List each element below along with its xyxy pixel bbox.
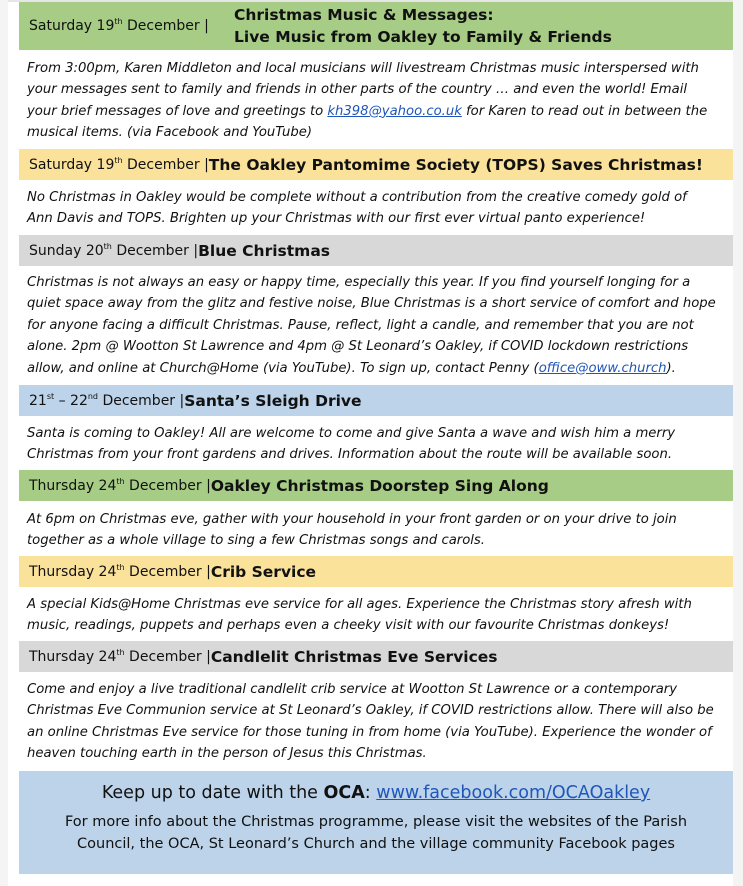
event-month: December | xyxy=(124,563,211,580)
event-description-candlelit-services xyxy=(27,679,727,765)
description-line: From 3:00pm, Karen Middleton and local musicians will livestream Christmas music interspersed with xyxy=(27,61,699,76)
description-line: musical items. (via Facebook and YouTube) xyxy=(27,125,312,141)
event-day-range: – 22 xyxy=(54,392,88,409)
event-title: Oakley Christmas Doorstep Sing Along xyxy=(210,476,549,495)
event-description-blue-christmas xyxy=(27,272,727,379)
description-line: an online Christmas Eve service for those tuning in from home (via YouTube). Experience the wonder of xyxy=(27,724,712,740)
description-line: Come and enjoy a live traditional candlelit crib service at Wootton St Lawrence or a contemporary xyxy=(27,682,678,697)
event-day: Thursday 24 xyxy=(29,477,117,494)
description-line: Santa is coming to Oakley! All are welcome to come and give Santa a wave and wish him a merry xyxy=(27,426,676,441)
event-date xyxy=(29,649,211,665)
more-info-line: For more info about the Christmas programme, please visit the websites of the Parish xyxy=(64,814,688,830)
event-title: Crib Service xyxy=(210,562,317,581)
event-title: Santa’s Sleigh Drive xyxy=(184,391,362,410)
event-header-santa-sleigh xyxy=(19,385,733,416)
event-header-doorstep-sing-along xyxy=(19,470,733,501)
event-header-pantomime xyxy=(19,149,733,180)
date-suffix: th xyxy=(116,476,125,486)
event-title-line-1: Christmas Music & Messages: xyxy=(234,6,494,24)
description-text: for Karen to read out in between the xyxy=(461,103,708,119)
description-text: allow, and online at Church@Home (via YouTube). To sign up, contact Penny ( xyxy=(27,360,539,376)
event-title-line-2: Live Music from Oakley to Family & Friends xyxy=(234,28,612,46)
event-month: December | xyxy=(124,477,211,494)
description-line: for anyone facing a difficult Christmas. Pause, reflect, light a candle, and remember that you are not xyxy=(27,317,694,333)
email-link-karen[interactable]: kh398@yahoo.co.uk xyxy=(327,103,462,119)
event-day: Thursday 24 xyxy=(29,648,117,665)
description-line xyxy=(27,358,727,379)
event-date xyxy=(29,564,211,580)
description-text: ). xyxy=(666,360,676,376)
event-title: Blue Christmas xyxy=(198,241,331,260)
description-line: No Christmas in Oakley would be complete without a contribution from the creative comedy gold of xyxy=(27,190,687,205)
description-line: your messages sent to family and friends in other parts of the country … and even the world! Email xyxy=(27,82,688,98)
event-day: Saturday 19 xyxy=(29,18,115,34)
separator: : xyxy=(364,783,377,803)
event-date xyxy=(29,157,209,173)
event-month: December | xyxy=(111,242,199,259)
event-day: 21 xyxy=(29,392,47,409)
event-title: The Oakley Pantomime Society (TOPS) Saves Christmas! xyxy=(208,155,703,174)
date-suffix: th xyxy=(116,562,125,572)
description-line: Christmas from your front gardens and drives. Information about the route will be available soon. xyxy=(27,447,673,463)
date-suffix: nd xyxy=(87,391,99,401)
event-description-pantomime xyxy=(27,187,727,230)
event-header-christmas-music xyxy=(19,2,733,50)
event-description-doorstep-sing-along xyxy=(27,509,727,552)
description-line: Ann Davis and TOPS. Brighten up your Christmas with our first ever virtual panto experience! xyxy=(27,211,646,227)
description-line: together as a whole village to sing a few Christmas songs and carols. xyxy=(27,533,485,549)
description-line: heaven touching earth in the person of Jesus this Christmas. xyxy=(27,746,427,762)
description-line: A special Kids@Home Christmas eve service for all ages. Experience the Christmas story afresh with xyxy=(27,597,692,612)
right-margin xyxy=(733,0,743,886)
event-title xyxy=(234,4,612,48)
keep-up-to-date-line xyxy=(19,783,733,803)
event-month: December | xyxy=(98,392,185,409)
event-day: Saturday 19 xyxy=(29,156,115,173)
description-line: Christmas is not always an easy or happy time, especially this year. If you find yourself longing for a xyxy=(27,275,691,290)
event-header-candlelit-services xyxy=(19,641,733,672)
date-suffix: th xyxy=(114,155,123,165)
more-info-line: Council, the OCA, St Leonard’s Church and the village community Facebook pages xyxy=(77,836,675,852)
date-suffix: th xyxy=(114,17,123,26)
email-link-penny[interactable]: office@oww.church xyxy=(538,360,667,376)
oca-name: OCA xyxy=(323,783,365,803)
keep-up-text: Keep up to date with the xyxy=(101,783,324,803)
description-line: quiet space away from the glitz and festive noise, Blue Christmas is a short service of comfort and hope xyxy=(27,296,716,312)
left-margin xyxy=(0,0,8,886)
description-text: your brief messages of love and greetings to xyxy=(27,103,328,119)
event-month: December | xyxy=(122,18,209,34)
event-month: December | xyxy=(124,648,211,665)
event-date xyxy=(29,478,211,494)
event-title: Candlelit Christmas Eve Services xyxy=(210,647,498,666)
date-suffix: st xyxy=(46,391,55,401)
event-description-crib-service xyxy=(27,594,727,637)
footer-info-box xyxy=(19,771,733,874)
event-month: December | xyxy=(122,156,209,173)
date-suffix: th xyxy=(103,241,112,251)
event-date xyxy=(29,393,184,409)
description-line: Christmas Eve Communion service at St Leonard’s Oakley, if COVID restrictions allow. There will also be xyxy=(27,703,714,719)
event-header-crib-service xyxy=(19,556,733,587)
event-day: Sunday 20 xyxy=(29,242,104,259)
description-line xyxy=(27,101,727,122)
description-line: alone. 2pm @ Wootton St Lawrence and 4pm @ St Leonard’s Oakley, if COVID lockdown restrictions xyxy=(27,339,689,355)
event-header-blue-christmas xyxy=(19,235,733,266)
description-line: At 6pm on Christmas eve, gather with your household in your front garden or on your drive to join xyxy=(27,512,677,527)
date-suffix: th xyxy=(116,647,125,657)
event-date xyxy=(29,18,234,34)
description-line: music, readings, puppets and perhaps even a cheeky visit with our favourite Christmas donkeys! xyxy=(27,618,670,634)
more-info-text xyxy=(19,811,733,855)
event-day: Thursday 24 xyxy=(29,563,117,580)
event-date xyxy=(29,243,198,259)
event-description-christmas-music xyxy=(27,58,727,144)
event-description-santa-sleigh xyxy=(27,423,727,466)
facebook-link[interactable]: www.facebook.com/OCAOakley xyxy=(376,783,651,803)
